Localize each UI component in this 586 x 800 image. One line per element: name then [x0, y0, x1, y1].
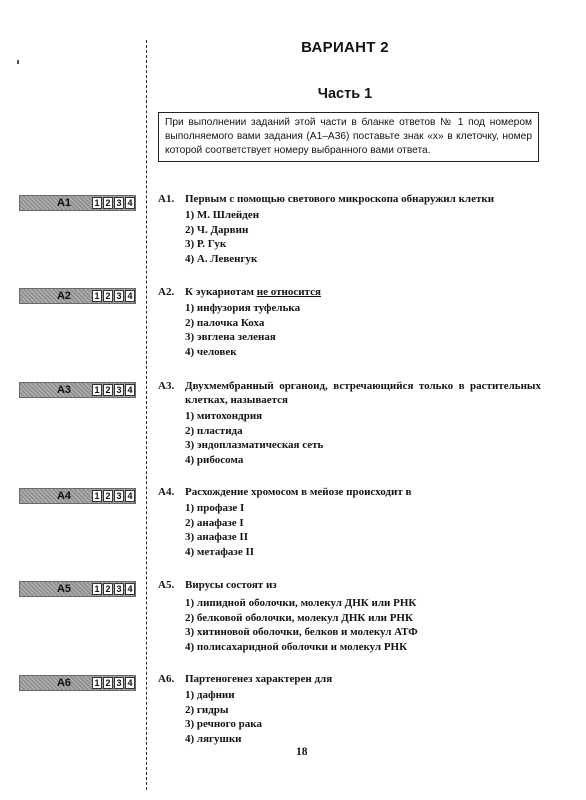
option-4: 4) лягушки — [185, 732, 242, 745]
instruction-box: При выполнении заданий этой части в бланке ответов № 1 под номером выполняемого вами задания (А1–А36) поставьте знак «х» в клеточку, номер которой соответствует номеру выбранного вами ответа. — [158, 112, 539, 162]
option-2: 2) белковой оболочки, молекул ДНК или РНК — [185, 611, 413, 624]
option-3: 3) эндоплазматическая сеть — [185, 439, 324, 451]
option-4: 4) полисахаридной оболочки и молекул РНК — [185, 640, 408, 653]
answer-box-3[interactable]: 3 — [114, 197, 124, 209]
question-stem: Расхождение хромосом в мейозе происходит в — [185, 486, 412, 498]
option-2: 2) пластида — [185, 424, 243, 437]
answer-box-2[interactable]: 2 — [103, 490, 113, 502]
answer-box-4[interactable]: 4 — [125, 384, 135, 396]
stem-text: К эукариотам — [185, 286, 257, 298]
variant-title: ВАРИАНТ 2 — [301, 39, 389, 56]
option-4: 4) рибосома — [185, 453, 244, 466]
answer-box-4[interactable]: 4 — [125, 677, 135, 689]
answer-box-2[interactable]: 2 — [103, 197, 113, 209]
strip-label: А4 — [56, 490, 72, 502]
answer-boxes — [92, 583, 136, 595]
option-2: 2) анафазе I — [185, 516, 244, 529]
question-stem: Двухмембранный органоид, встречающийся только в растительных клетках, называется — [185, 380, 541, 406]
answer-box-1[interactable]: 1 — [92, 197, 102, 209]
strip-label: А2 — [56, 290, 72, 302]
strip-label: А1 — [56, 197, 72, 209]
answer-boxes — [92, 197, 136, 209]
option-4: 4) метафазе II — [185, 545, 255, 558]
strip-label: А3 — [56, 384, 72, 396]
option-1: 1) профазе I — [185, 502, 245, 514]
answer-box-3[interactable]: 3 — [114, 384, 124, 396]
answer-strip-a1 — [19, 195, 136, 211]
answer-box-2[interactable]: 2 — [103, 290, 113, 302]
answer-box-1[interactable]: 1 — [92, 583, 102, 595]
question-number: А4. — [158, 486, 175, 498]
stem-underlined: не относится — [256, 286, 321, 298]
answer-box-2[interactable]: 2 — [103, 583, 113, 595]
answer-strip-a3 — [19, 382, 136, 398]
question-stem: Партеногенез характерен для — [185, 673, 333, 685]
answer-box-3[interactable]: 3 — [114, 290, 124, 302]
answer-boxes — [92, 384, 136, 396]
answer-box-3[interactable]: 3 — [114, 677, 124, 689]
answer-box-3[interactable]: 3 — [114, 583, 124, 595]
question-number: А6. — [158, 673, 175, 685]
option-list — [185, 409, 323, 467]
option-2: 2) палочка Коха — [185, 316, 265, 329]
option-1: 1) дафнии — [185, 689, 235, 701]
option-3: 3) эвглена зеленая — [185, 331, 276, 343]
answer-box-1[interactable]: 1 — [92, 384, 102, 396]
answer-box-1[interactable]: 1 — [92, 677, 102, 689]
question-stem — [185, 285, 541, 299]
option-3: 3) анафазе II — [185, 531, 248, 543]
cut-line — [146, 40, 147, 790]
answer-boxes — [92, 290, 136, 302]
scan-speck — [17, 60, 19, 64]
option-list — [185, 688, 262, 746]
option-3: 3) хитиновой оболочки, белков и молекул АТФ — [185, 626, 418, 638]
answer-box-4[interactable]: 4 — [125, 197, 135, 209]
answer-box-4[interactable]: 4 — [125, 583, 135, 595]
question-number: А1. — [158, 193, 175, 205]
option-list — [185, 501, 254, 559]
option-list — [185, 301, 300, 359]
answer-strip-a4 — [19, 488, 136, 504]
option-2: 2) Ч. Дарвин — [185, 223, 249, 236]
strip-label: А5 — [56, 583, 72, 595]
option-list — [185, 596, 418, 654]
answer-strip-a6 — [19, 675, 136, 691]
answer-boxes — [92, 490, 136, 502]
answer-box-3[interactable]: 3 — [114, 490, 124, 502]
part-title: Часть 1 — [317, 86, 373, 102]
option-2: 2) гидры — [185, 703, 229, 716]
answer-box-2[interactable]: 2 — [103, 384, 113, 396]
option-1: 1) митохондрия — [185, 410, 263, 422]
answer-strip-a5 — [19, 581, 136, 597]
answer-box-1[interactable]: 1 — [92, 290, 102, 302]
answer-box-2[interactable]: 2 — [103, 677, 113, 689]
option-4: 4) человек — [185, 345, 237, 358]
page-number: 18 — [296, 746, 308, 758]
question-stem: Первым с помощью светового микроскопа обнаружил клетки — [185, 193, 495, 205]
answer-boxes — [92, 677, 136, 689]
option-list — [185, 208, 259, 266]
answer-box-4[interactable]: 4 — [125, 490, 135, 502]
option-3: 3) речного рака — [185, 718, 262, 730]
answer-box-4[interactable]: 4 — [125, 290, 135, 302]
question-number: А3. — [158, 380, 175, 392]
strip-label: А6 — [56, 677, 72, 689]
answer-strip-a2 — [19, 288, 136, 304]
option-1: 1) М. Шлейден — [185, 209, 260, 221]
option-3: 3) Р. Гук — [185, 238, 227, 250]
question-number: А5. — [158, 579, 175, 591]
question-stem: Вирусы состоят из — [185, 579, 277, 591]
option-1: 1) липидной оболочки, молекул ДНК или РНК — [185, 597, 417, 609]
option-1: 1) инфузория туфелька — [185, 302, 301, 314]
question-number: А2. — [158, 286, 175, 298]
answer-box-1[interactable]: 1 — [92, 490, 102, 502]
option-4: 4) А. Левенгук — [185, 252, 258, 265]
